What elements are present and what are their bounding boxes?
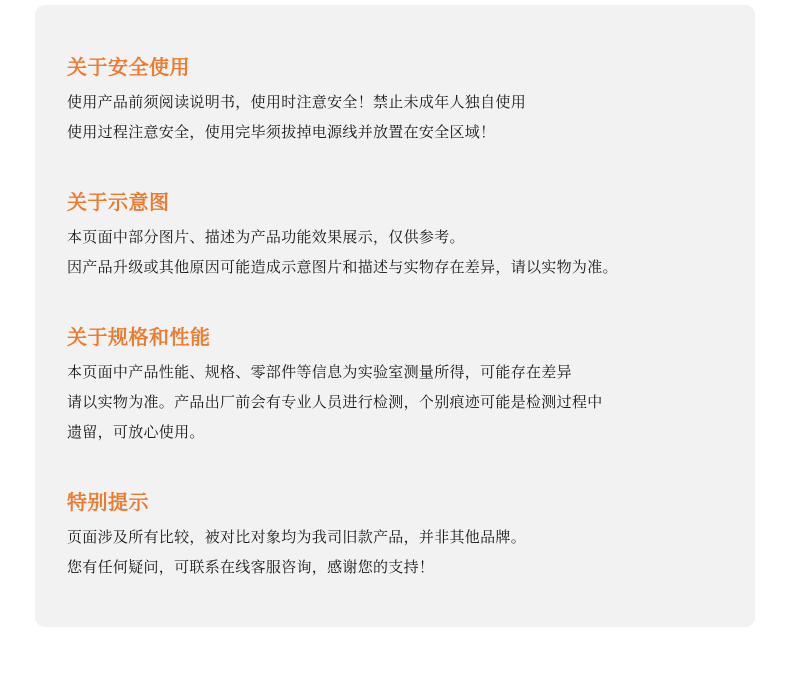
section-special-notice	[67, 490, 719, 583]
section-heading: 关于安全使用	[67, 57, 190, 79]
section-text-line: 本页面中产品性能、规格、零部件等信息为实验室测量所得，可能存在差异	[67, 364, 572, 381]
section-text-line: 页面涉及所有比较，被对比对象均为我司旧款产品，并非其他品牌。	[67, 529, 527, 546]
section-heading: 特别提示	[67, 492, 149, 514]
section-text-line: 本页面中部分图片、描述为产品功能效果展示，仅供参考。	[67, 229, 465, 246]
section-heading: 关于规格和性能	[67, 327, 211, 349]
section-text-line: 使用产品前须阅读说明书，使用时注意安全！禁止未成年人独自使用	[67, 94, 527, 111]
section-text-line: 您有任何疑问，可联系在线客服咨询，感谢您的支持！	[67, 559, 435, 576]
section-text-line: 请以实物为准。产品出厂前会有专业人员进行检测，个别痕迹可能是检测过程中	[67, 394, 603, 411]
section-heading: 关于示意图	[67, 192, 170, 214]
section-text-line: 因产品升级或其他原因可能造成示意图片和描述与实物存在差异，请以实物为准。	[67, 259, 618, 276]
section-specs-performance	[67, 325, 719, 448]
section-text-line: 遗留，可放心使用。	[67, 424, 205, 441]
section-illustrations	[67, 190, 719, 283]
section-text-line: 使用过程注意安全，使用完毕须拔掉电源线并放置在安全区域！	[67, 124, 496, 141]
section-safety-usage	[67, 55, 719, 148]
disclaimer-card	[35, 5, 755, 627]
